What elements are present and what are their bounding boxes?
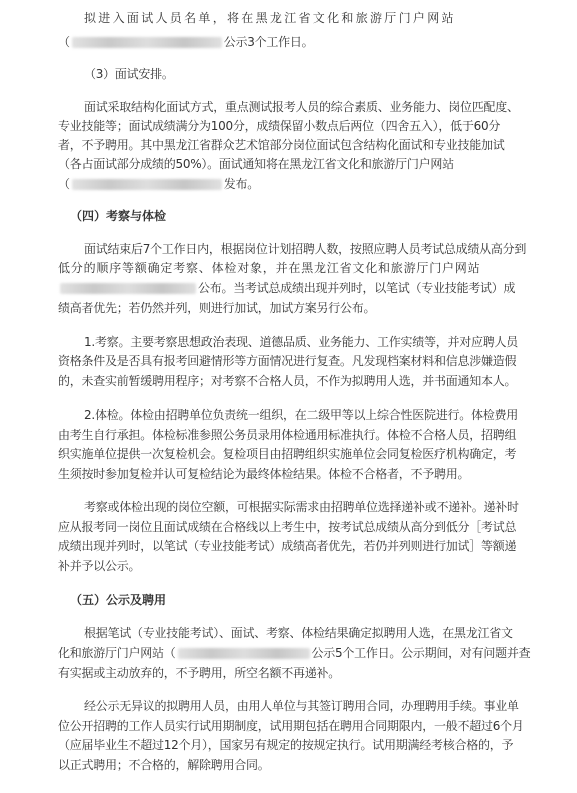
- text-span: （: [58, 177, 70, 191]
- text-line: [58, 34, 313, 50]
- text-line: [58, 757, 270, 773]
- text-span: 公布。当考试总成绩出现并列时，以笔试（专业技能考试）成: [198, 281, 516, 295]
- text-span: 经公示无异议的拟聘用人员，由用人单位与其签订聘用合同，办理聘用手续。事业单: [84, 699, 519, 713]
- text-line: [58, 353, 516, 369]
- text-line: [58, 558, 140, 574]
- text-span: 资格条件及是否具有报考回避情形等方面情况进行复查。凡发现档案材料和信息涉嫌造假: [58, 354, 517, 368]
- text-line: [84, 10, 544, 26]
- text-span: （四）考察与体检: [70, 209, 167, 223]
- text-span: 公示5个工作日。公示期间，对有问题并查: [311, 646, 531, 660]
- text-span: （五）公示及聘用: [70, 593, 167, 607]
- text-span: 有实据或主动放弃的，不予聘用，所空名额不再递补。: [58, 666, 341, 680]
- text-span: 生须按时参加复检并认可复检结论为最终体检结果。体检不合格者，不予聘用。: [58, 467, 470, 481]
- text-line: [58, 176, 259, 192]
- text-span: （各占面试部分成绩的50%）。面试通知将在黑龙江省文化和旅游厅门户网站: [58, 157, 454, 171]
- text-span: 1.考察。主要考察思想政治表现、道德品质、业务能力、工作实绩等，并对应聘人员: [84, 335, 518, 349]
- text-line: [84, 241, 526, 257]
- redacted-url: [60, 283, 196, 294]
- text-span: 面试采取结构化面试方式，重点测试报考人员的综合素质、业务能力、岗位匹配度、: [84, 100, 519, 114]
- text-line: [84, 99, 519, 115]
- text-span: 以正式聘用；不合格的，解除聘用合同。: [58, 758, 270, 772]
- text-line: [58, 427, 516, 443]
- redacted-url: [72, 179, 222, 190]
- text-line: [58, 538, 516, 554]
- text-span: 织实施单位提供一次复检机会。复检项目由招聘组织实施单位会同复检医疗机构确定，考: [58, 447, 517, 461]
- text-span: 成绩出现并列时，以笔试（专业技能考试）成绩高者优先，若仍并列则进行加试］等额递: [58, 539, 517, 553]
- redacted-url: [72, 37, 222, 48]
- text-line: [84, 334, 518, 350]
- text-span: 拟进入面试人员名单，将在黑龙江省文化和旅游厅门户网站: [84, 11, 456, 25]
- text-span: 考察或体检出现的岗位空额，可根据实际需求由招聘单位选择递补或不递补。递补时: [84, 500, 519, 514]
- redacted-url: [178, 648, 310, 659]
- text-line: [58, 137, 505, 153]
- text-line: [58, 466, 469, 482]
- text-span: 2.体检。体检由招聘单位负责统一组织，在二级甲等以上综合性医院进行。体检费用: [84, 408, 518, 422]
- text-span: 公示3个工作日。: [223, 35, 314, 49]
- text-line: [58, 118, 500, 134]
- text-span: 的，未查实前暂缓聘用程序；对考察不合格人员，不作为拟聘用人选，并书面通知本人。: [58, 374, 517, 388]
- text-span: 低分的顺序等额确定考察、体检对象，并在黑龙江省文化和旅游厅门户网站: [58, 261, 481, 275]
- text-line: [84, 499, 519, 515]
- text-line: [84, 698, 519, 714]
- text-line: [58, 373, 516, 389]
- text-span: 补并予以公示。: [58, 559, 141, 573]
- text-span: 位公开招聘的工作人员实行试用期制度，试用期包括在聘用合同期限内，一般不超过6个月: [58, 719, 524, 733]
- text-line: [58, 260, 480, 276]
- text-line: [58, 156, 454, 172]
- text-line: [58, 519, 516, 535]
- text-line: [58, 645, 530, 661]
- text-span: （: [58, 35, 70, 49]
- text-span: 应从报考同一岗位且面试成绩在合格线以上考生中，按考试总成绩从高分到低分［考试总: [58, 520, 517, 534]
- text-span: 化和旅游厅门户网站（: [58, 646, 176, 660]
- text-span: 专业技能等；面试成绩满分为100分，成绩保留小数点后两位（四舍五入），低于60分: [58, 119, 501, 133]
- text-line: [58, 300, 375, 316]
- text-span: 发布。: [223, 177, 260, 191]
- item-title: [84, 66, 174, 82]
- text-span: 绩高者优先；若仍然并列，则进行加试，加试方案另行公布。: [58, 301, 376, 315]
- text-line: [58, 737, 513, 753]
- section-heading: [70, 208, 166, 224]
- text-line: [58, 665, 340, 681]
- text-line: [58, 280, 515, 296]
- section-heading: [70, 592, 166, 608]
- text-span: 者，不予聘用。其中黑龙江省群众艺术馆部分岗位面试包含结构化面试和专业技能加试: [58, 138, 505, 152]
- text-span: （应届毕业生不超过12个月），国家另有规定的按规定执行。试用期满经考核合格的，予: [58, 738, 514, 752]
- text-span: （3）面试安排。: [84, 67, 174, 81]
- text-span: 由考生自行承担。体检标准参照公务员录用体检通用标准执行。体检不合格人员，招聘组: [58, 428, 517, 442]
- text-span: 根据笔试（专业技能考试）、面试、考察、体检结果确定拟聘用人选，在黑龙江省文: [84, 626, 513, 640]
- text-line: [58, 446, 516, 462]
- text-line: [84, 625, 513, 641]
- text-line: [58, 718, 524, 734]
- text-span: 面试结束后7个工作日内，根据岗位计划招聘人数，按照应聘人员考试总成绩从高分到: [84, 242, 527, 256]
- text-line: [84, 407, 518, 423]
